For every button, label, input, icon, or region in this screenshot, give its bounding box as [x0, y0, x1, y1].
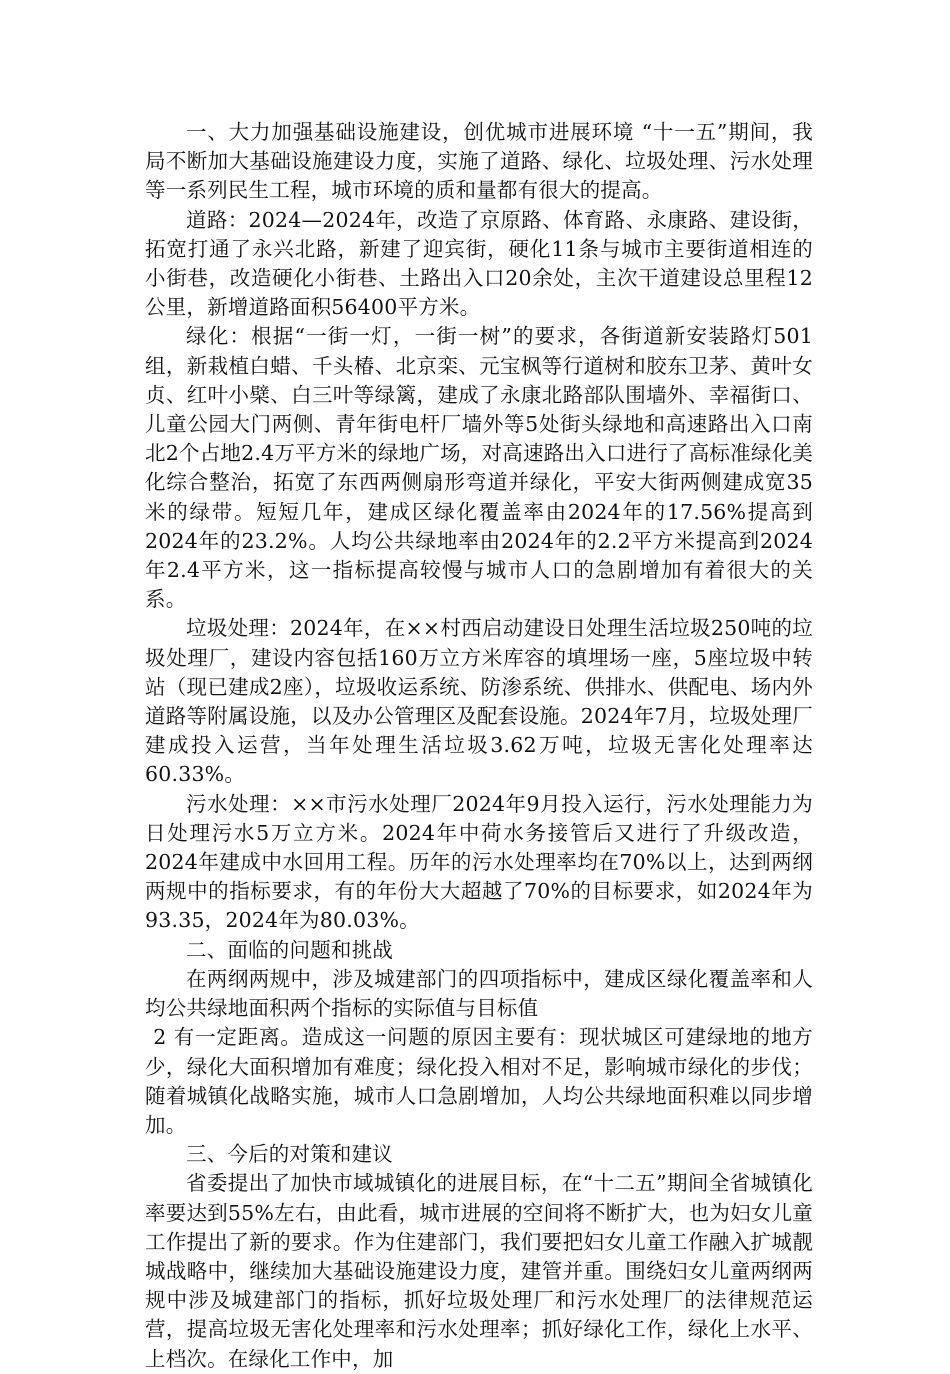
- paragraph-problems-causes: 2 有一定距离。造成这一问题的原因主要有：现状城区可建绿地的地方少，绿化大面积增加有难度；绿化投入相对不足，影响城市绿化的步伐；随着城镇化战略实施，城市人口急剧增加，人均公共绿地面积难以同步增加。: [145, 1025, 813, 1137]
- paragraph-problems-intro: 在两纲两规中，涉及城建部门的四项指标中，建成区绿化覆盖率和人均公共绿地面积两个指标的实际值与目标值: [145, 966, 813, 1021]
- paragraph-sewage-treatment: 污水处理：××市污水处理厂2024年9月投入运行，污水处理能力为日处理污水5万立方米。2024年中荷水务接管后又进行了升级改造，2024年建成中水回用工程。历年的污水处理率均在70%以上，达到两纲两规中的指标要求，有的年份大大超越了70%的目标要求，如2024年为93.35，2024年为80.03%。: [145, 791, 813, 933]
- paragraph-greening: 绿化：根据“一街一灯，一街一树”的要求，各街道新安装路灯501组，新栽植白蜡、千头椿、北京栾、元宝枫等行道树和胶东卫茅、黄叶女贞、红叶小檗、白三叶等绿篱，建成了永康北路部队围墙外、幸福街口、儿童公园大门两侧、青年街电杆厂墙外等5处街头绿地和高速路出入口南北2个占地2.4万平方米的绿地广场，对高速路出入口进行了高标准绿化美化综合整治，拓宽了东西两侧扇形弯道并绿化，平安大街两侧建成宽35米的绿带。短短几年，建成区绿化覆盖率由2024年的17.56%提高到2024年的23.2%。人均公共绿地率由2024年的2.2平方米提高到2024年2.4平方米，这一指标提高较慢与城市人口的急剧增加有着很大的关系。: [145, 324, 813, 612]
- paragraph-roads: 道路：2024—2024年，改造了京原路、体育路、永康路、建设街，拓宽打通了永兴北路，新建了迎宾街，硬化11条与城市主要街道相连的小街巷，改造硬化小街巷、土路出入口20余处，主次干道建设总里程12公里，新增道路面积56400平方米。: [145, 207, 813, 320]
- document-body: [145, 118, 813, 1374]
- section-heading-infrastructure: 一、大力加强基础设施建设，创优城市进展环境 “十一五”期间，我局不断加大基础设施建设力度，实施了道路、绿化、垃圾处理、污水处理等一系列民生工程，城市环境的质和量都有很大的提高。: [145, 120, 813, 203]
- paragraph-waste-treatment: 垃圾处理：2024年，在××村西启动建设日处理生活垃圾250吨的垃圾处理厂，建设内容包括160万立方米库容的填埋场一座，5座垃圾中转站（现已建成2座），垃圾收运系统、防渗系统、供排水、供配电、场内外道路等附属设施，以及办公管理区及配套设施。2024年7月，垃圾处理厂建成投入运营，当年处理生活垃圾3.62万吨，垃圾无害化处理率达60.33%。: [145, 616, 813, 787]
- section-heading-problems: 二、面临的问题和挑战: [186, 937, 393, 962]
- section-heading-suggestions: 三、今后的对策和建议: [186, 1142, 393, 1167]
- paragraph-suggestions: 省委提出了加快市域城镇化的进展目标，在“十二五”期间全省城镇化率要达到55%左右，由此看，城市进展的空间将不断扩大，也为妇女儿童工作提出了新的要求。作为住建部门，我们要把妇女儿童工作融入扩城靓城战略中，继续加大基础设施建设力度，建管并重。围绕妇女儿童两纲两规中涉及城建部门的指标，抓好垃圾处理厂和污水处理厂的法律规范运营，提高垃圾无害化处理率和污水处理率；抓好绿化工作，绿化上水平、上档次。在绿化工作中，加: [145, 1171, 813, 1371]
